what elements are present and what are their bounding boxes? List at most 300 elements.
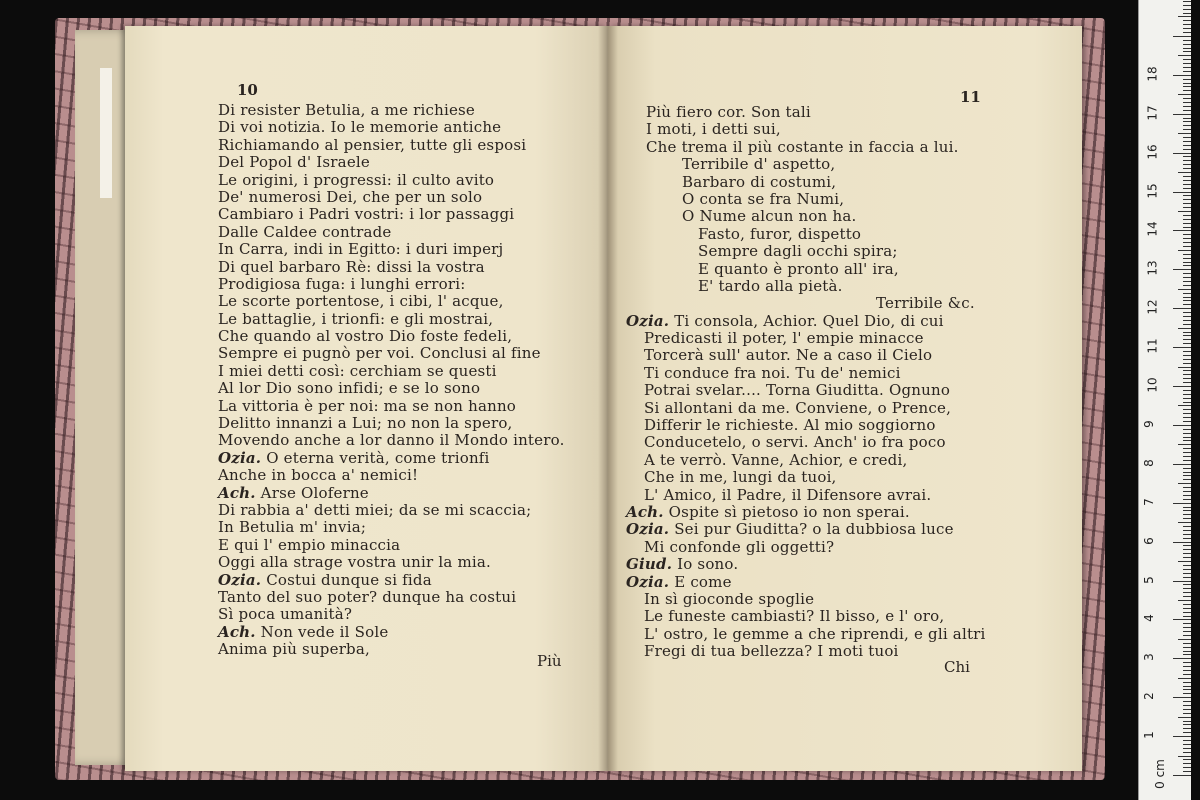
line-text: I miei detti così: cerchiam se questi <box>218 361 497 380</box>
ruler-tick <box>1183 635 1191 636</box>
ruler-tick <box>1178 444 1191 445</box>
ruler-tick <box>1173 308 1191 309</box>
text-line <box>218 154 565 171</box>
ruler-tick <box>1183 382 1191 383</box>
ruler-tick <box>1183 28 1191 29</box>
ruler-tick <box>1173 386 1191 387</box>
ruler-label: 8 <box>1141 458 1156 467</box>
ruler-tick <box>1173 697 1191 698</box>
ruler-label: 12 <box>1145 299 1160 315</box>
ruler-tick <box>1178 250 1191 251</box>
ruler-tick <box>1183 277 1191 278</box>
text-line <box>218 172 565 189</box>
ruler-tick <box>1183 300 1191 301</box>
ruler-tick <box>1183 188 1191 189</box>
line-text: Predicasti il poter, l' empie minacce <box>644 329 924 348</box>
ruler-tick <box>1183 666 1191 667</box>
ruler-tick <box>1183 721 1191 722</box>
line-text: Movendo anche a lor danno il Mondo intero. <box>218 431 565 450</box>
ruler-tick <box>1183 495 1191 496</box>
ruler-tick <box>1183 164 1191 165</box>
ruler-tick <box>1183 584 1191 585</box>
text-line <box>218 137 565 154</box>
speaker-label: Ozia. <box>218 448 262 467</box>
text-line <box>626 261 986 278</box>
ruler-tick <box>1183 207 1191 208</box>
speaker-label: Giud. <box>626 555 673 574</box>
ruler-tick <box>1178 367 1191 368</box>
ruler-label: 3 <box>1141 653 1156 662</box>
line-text: Le origini, i progressi: il culto avito <box>218 170 495 189</box>
line-text: Io sono. <box>672 555 739 574</box>
ruler-label: 13 <box>1145 260 1160 276</box>
line-text: In Carra, indi in Egitto: i duri imperj <box>218 240 504 259</box>
text-line <box>218 554 565 571</box>
ruler-tick <box>1183 141 1191 142</box>
ruler-tick <box>1183 616 1191 617</box>
ruler-tick <box>1183 623 1191 624</box>
text-line <box>626 539 986 556</box>
line-text: La vittoria è per noi: ma se non hanno <box>218 396 517 415</box>
ruler-tick <box>1183 351 1191 352</box>
ruler-tick <box>1173 36 1191 37</box>
ruler-tick <box>1183 324 1191 325</box>
speaker-label: Ach. <box>218 483 256 502</box>
text-line <box>626 313 986 330</box>
line-text: Sei pur Giuditta? o la dubbiosa luce <box>669 520 954 539</box>
ruler-tick <box>1183 262 1191 263</box>
ruler-tick <box>1183 767 1191 768</box>
line-text: E qui l' empio minaccia <box>218 535 401 554</box>
ruler-tick <box>1183 312 1191 313</box>
ruler-tick <box>1183 460 1191 461</box>
ruler-tick <box>1183 343 1191 344</box>
line-text: In Betulia m' invia; <box>218 518 367 537</box>
ruler-label: 14 <box>1145 221 1160 238</box>
text-line <box>626 174 986 191</box>
line-text: E quanto è pronto all' ira, <box>698 259 899 278</box>
ruler-label: 16 <box>1145 143 1160 160</box>
paper-tab <box>100 68 112 198</box>
line-text: Sempre ei pugnò per voi. Conclusi al fine <box>218 344 541 363</box>
ruler-tick <box>1178 717 1191 718</box>
ruler-tick <box>1178 600 1191 601</box>
line-text: Conducetelo, o servi. Anch' io fra poco <box>644 433 946 452</box>
text-line <box>218 641 565 658</box>
line-text: A te verrò. Vanne, Achior, e credi, <box>644 450 908 469</box>
ruler-tick <box>1183 24 1191 25</box>
ruler-tick <box>1183 125 1191 126</box>
line-text: Al lor Dio sono infidi; e se lo sono <box>218 379 481 398</box>
line-text: O eterna verità, come trionfi <box>261 448 490 467</box>
ruler-tick <box>1183 752 1191 753</box>
ruler-tick <box>1173 347 1191 348</box>
ruler-tick <box>1183 744 1191 745</box>
line-text: Fasto, furor, dispetto <box>698 224 862 243</box>
text-line <box>218 224 565 241</box>
line-text: L' ostro, le gemme a che riprendi, e gli altri <box>644 624 986 643</box>
ruler-tick <box>1183 627 1191 628</box>
ruler-tick <box>1183 569 1191 570</box>
text-line <box>626 330 986 347</box>
ruler-tick <box>1183 281 1191 282</box>
ruler-tick <box>1183 545 1191 546</box>
text-line <box>626 626 986 643</box>
text-line <box>218 606 565 623</box>
text-line <box>626 365 986 382</box>
line-text: Cambiaro i Padri vostri: i lor passaggi <box>218 205 515 224</box>
ruler-tick <box>1183 184 1191 185</box>
text-line <box>218 572 565 589</box>
ruler-tick <box>1178 211 1191 212</box>
ruler-tick <box>1183 433 1191 434</box>
text-line <box>218 119 565 136</box>
line-text: Di voi notizia. Io le memorie antiche <box>218 118 502 137</box>
book-gutter <box>598 26 618 771</box>
text-line <box>626 556 986 573</box>
ruler-tick <box>1178 678 1191 679</box>
text-line <box>218 589 565 606</box>
ruler-tick <box>1183 662 1191 663</box>
ruler-tick <box>1183 370 1191 371</box>
ruler-tick <box>1183 417 1191 418</box>
ruler-tick <box>1183 604 1191 605</box>
line-text: Prodigiosa fuga: i lunghi errori: <box>218 274 466 293</box>
text-line <box>218 293 565 310</box>
line-text: Sempre dagli occhi spira; <box>698 242 898 261</box>
ruler-tick <box>1183 79 1191 80</box>
text-line <box>218 502 565 519</box>
ruler-tick <box>1183 608 1191 609</box>
ruler-tick <box>1183 740 1191 741</box>
ruler-tick <box>1183 612 1191 613</box>
ruler-tick <box>1183 402 1191 403</box>
ruler-tick <box>1173 464 1191 465</box>
ruler-tick <box>1183 487 1191 488</box>
ruler-tick <box>1173 542 1191 543</box>
ruler-tick <box>1183 59 1191 60</box>
text-line <box>626 400 986 417</box>
ruler-tick <box>1183 44 1191 45</box>
ruler-tick <box>1183 129 1191 130</box>
ruler-tick <box>1183 71 1191 72</box>
line-text: Che trema il più costante in faccia a lui. <box>646 137 959 156</box>
line-text: O conta se fra Numi, <box>682 189 845 208</box>
ruler-tick <box>1183 732 1191 733</box>
ruler-tick <box>1183 297 1191 298</box>
ruler-tick <box>1183 468 1191 469</box>
ruler-tick <box>1183 643 1191 644</box>
ruler-tick <box>1183 363 1191 364</box>
line-text: Fregi di tua bellezza? I moti tuoi <box>644 642 899 661</box>
ruler-tick <box>1183 316 1191 317</box>
line-text: Tanto del suo poter? dunque ha costui <box>218 587 517 606</box>
speaker-label: Ach. <box>626 502 664 521</box>
ruler-tick <box>1183 530 1191 531</box>
ruler-tick <box>1178 133 1191 134</box>
speaker-label: Ozia. <box>218 570 262 589</box>
ruler-tick <box>1183 491 1191 492</box>
speaker-label: Ozia. <box>626 311 670 330</box>
ruler-tick <box>1183 499 1191 500</box>
ruler-tick <box>1173 658 1191 659</box>
text-line <box>218 624 565 641</box>
text-line <box>218 450 565 467</box>
ruler-tick <box>1178 483 1191 484</box>
ruler-tick <box>1183 514 1191 515</box>
ruler-tick <box>1183 285 1191 286</box>
text-line <box>218 380 565 397</box>
ruler-tick <box>1183 86 1191 87</box>
text-line <box>626 295 986 312</box>
text-line <box>218 259 565 276</box>
ruler-tick <box>1183 335 1191 336</box>
ruler-tick <box>1183 67 1191 68</box>
text-line <box>218 363 565 380</box>
ruler-tick <box>1173 425 1191 426</box>
ruler-tick <box>1183 203 1191 204</box>
line-text: E come <box>669 572 732 591</box>
line-text: E' tardo alla pietà. <box>698 276 843 295</box>
ruler-tick <box>1183 526 1191 527</box>
left-page <box>125 26 608 771</box>
ruler-tick <box>1183 409 1191 410</box>
line-text: Costui dunque si fida <box>261 570 432 589</box>
line-text: Si allontani da me. Conviene, o Prence, <box>644 398 952 417</box>
text-line <box>218 519 565 536</box>
text-line <box>626 243 986 260</box>
ruler-tick <box>1183 215 1191 216</box>
ruler-tick <box>1183 219 1191 220</box>
ruler-tick <box>1183 429 1191 430</box>
ruler-tick <box>1183 51 1191 52</box>
text-line <box>626 591 986 608</box>
left-page-text <box>218 102 565 659</box>
ruler-tick <box>1183 246 1191 247</box>
text-line <box>218 328 565 345</box>
ruler-tick <box>1183 355 1191 356</box>
line-text: Le funeste cambiasti? Il bisso, e l' oro, <box>644 607 945 626</box>
ruler-tick <box>1183 631 1191 632</box>
line-text: Ti conduce fra noi. Tu de' nemici <box>644 363 901 382</box>
right-page <box>608 26 1082 771</box>
ruler-label: 7 <box>1141 497 1156 506</box>
line-text: Le battaglie, i trionfi: e gli mostrai, <box>218 309 494 328</box>
ruler-tick <box>1183 565 1191 566</box>
text-line <box>626 191 986 208</box>
text-line <box>218 206 565 223</box>
ruler-tick <box>1178 561 1191 562</box>
ruler-label: 10 <box>1145 377 1160 393</box>
ruler-tick <box>1183 378 1191 379</box>
ruler-tick <box>1183 32 1191 33</box>
line-text: Sì poca umanità? <box>218 605 353 624</box>
line-text: Barbaro di costumi, <box>682 172 837 191</box>
text-line <box>218 241 565 258</box>
line-text: L' Amico, il Padre, il Difensore avrai. <box>644 485 932 504</box>
ruler-tick <box>1178 172 1191 173</box>
ruler-tick <box>1178 522 1191 523</box>
ruler-tick <box>1183 674 1191 675</box>
ruler-tick <box>1183 20 1191 21</box>
ruler-tick <box>1183 596 1191 597</box>
ruler-tick <box>1173 153 1191 154</box>
text-line <box>626 521 986 538</box>
line-text: Dalle Caldee contrade <box>218 222 392 241</box>
text-line <box>218 189 565 206</box>
line-text: Terribile &c. <box>876 294 975 313</box>
line-text: Delitto innanzi a Lui; no non la spero, <box>218 414 513 433</box>
line-text: Terribile d' aspetto, <box>682 155 836 174</box>
right-catchword: Chi <box>944 658 970 676</box>
line-text: Torcerà sull' autor. Ne a caso il Cielo <box>644 346 933 365</box>
text-line <box>218 345 565 362</box>
ruler-tick <box>1183 573 1191 574</box>
ruler-tick <box>1183 223 1191 224</box>
ruler-tick <box>1183 258 1191 259</box>
ruler-tick <box>1183 724 1191 725</box>
ruler-tick <box>1183 763 1191 764</box>
line-text: In sì gioconde spoglie <box>644 589 815 608</box>
ruler-tick <box>1183 538 1191 539</box>
text-line <box>626 504 986 521</box>
line-text: Di rabbia a' detti miei; da se mi scaccia; <box>218 500 532 519</box>
ruler-tick <box>1183 705 1191 706</box>
ruler-tick <box>1183 549 1191 550</box>
ruler-tick <box>1173 503 1191 504</box>
ruler-tick <box>1183 686 1191 687</box>
text-line <box>218 415 565 432</box>
text-line <box>218 485 565 502</box>
text-line <box>626 608 986 625</box>
ruler-tick <box>1183 654 1191 655</box>
ruler-tick <box>1183 13 1191 14</box>
ruler-tick <box>1183 534 1191 535</box>
ruler-tick <box>1183 199 1191 200</box>
ruler-tick <box>1183 121 1191 122</box>
ruler-tick <box>1183 748 1191 749</box>
ruler-tick <box>1183 48 1191 49</box>
ruler-tick <box>1183 437 1191 438</box>
ruler-tick <box>1183 160 1191 161</box>
line-text: Richiamando al pensier, tutte gli esposi <box>218 135 527 154</box>
ruler-tick <box>1183 421 1191 422</box>
ruler-tick <box>1183 713 1191 714</box>
ruler-tick <box>1183 440 1191 441</box>
line-text: Anima più superba, <box>218 640 370 659</box>
line-text: Che in me, lungi da tuoi, <box>644 468 837 487</box>
line-text: Che quando al vostro Dio foste fedeli, <box>218 327 513 346</box>
text-line <box>626 417 986 434</box>
ruler-tick <box>1183 518 1191 519</box>
ruler-label: 6 <box>1141 536 1156 545</box>
ruler-tick <box>1183 1 1191 2</box>
text-line <box>218 398 565 415</box>
ruler-label: 4 <box>1141 614 1156 623</box>
ruler-tick <box>1183 670 1191 671</box>
speaker-label: Ozia. <box>626 520 670 539</box>
ruler-tick <box>1183 472 1191 473</box>
measurement-ruler <box>1138 0 1191 800</box>
ruler-tick <box>1183 510 1191 511</box>
ruler-label: 0 cm <box>1152 759 1167 789</box>
ruler-tick <box>1183 98 1191 99</box>
ruler-tick <box>1183 701 1191 702</box>
ruler-tick <box>1183 693 1191 694</box>
text-line <box>626 574 986 591</box>
ruler-tick <box>1183 456 1191 457</box>
text-line <box>626 643 986 660</box>
ruler-tick <box>1183 479 1191 480</box>
ruler-tick <box>1173 269 1191 270</box>
ruler-tick <box>1183 227 1191 228</box>
ruler-label: 5 <box>1141 575 1156 584</box>
ruler-tick <box>1183 689 1191 690</box>
line-text: Ospite sì pietoso io non sperai. <box>663 502 910 521</box>
text-line <box>626 452 986 469</box>
ruler-tick <box>1183 398 1191 399</box>
line-text: Di resister Betulia, a me richiese <box>218 101 475 119</box>
ruler-tick <box>1178 16 1191 17</box>
right-page-text <box>626 104 986 661</box>
ruler-tick <box>1183 394 1191 395</box>
ruler-tick <box>1183 106 1191 107</box>
ruler-tick <box>1173 736 1191 737</box>
text-line <box>218 102 565 119</box>
ruler-tick <box>1178 55 1191 56</box>
ruler-tick <box>1183 149 1191 150</box>
ruler-tick <box>1183 651 1191 652</box>
ruler-tick <box>1178 756 1191 757</box>
ruler-tick <box>1173 230 1191 231</box>
ruler-label: 11 <box>1145 338 1160 354</box>
text-line <box>626 208 986 225</box>
text-line <box>626 278 986 295</box>
line-text: Le scorte portentose, i cibi, l' acque, <box>218 292 504 311</box>
ruler-tick <box>1183 102 1191 103</box>
ruler-tick <box>1183 137 1191 138</box>
ruler-tick <box>1183 475 1191 476</box>
ruler-tick <box>1183 254 1191 255</box>
ruler-tick <box>1183 507 1191 508</box>
text-line <box>626 347 986 364</box>
ruler-tick <box>1178 328 1191 329</box>
ruler-tick <box>1183 588 1191 589</box>
ruler-tick <box>1183 5 1191 6</box>
ruler-tick <box>1183 304 1191 305</box>
ruler-label: 17 <box>1145 105 1160 121</box>
ruler-tick <box>1183 771 1191 772</box>
ruler-tick <box>1183 238 1191 239</box>
text-line <box>218 276 565 293</box>
ruler-tick <box>1183 168 1191 169</box>
ruler-tick <box>1183 180 1191 181</box>
ruler-tick <box>1183 452 1191 453</box>
ruler-tick <box>1183 242 1191 243</box>
text-line <box>626 382 986 399</box>
line-text: Potrai svelar.... Torna Giuditta. Ognuno <box>644 381 951 400</box>
text-line <box>626 139 986 156</box>
ruler-tick <box>1183 40 1191 41</box>
line-text: O Nume alcun non ha. <box>682 207 857 226</box>
ruler-tick <box>1183 145 1191 146</box>
ruler-tick <box>1183 339 1191 340</box>
ruler-tick <box>1183 759 1191 760</box>
ruler-tick <box>1173 192 1191 193</box>
text-line <box>626 156 986 173</box>
ruler-tick <box>1183 90 1191 91</box>
ruler-tick <box>1183 682 1191 683</box>
